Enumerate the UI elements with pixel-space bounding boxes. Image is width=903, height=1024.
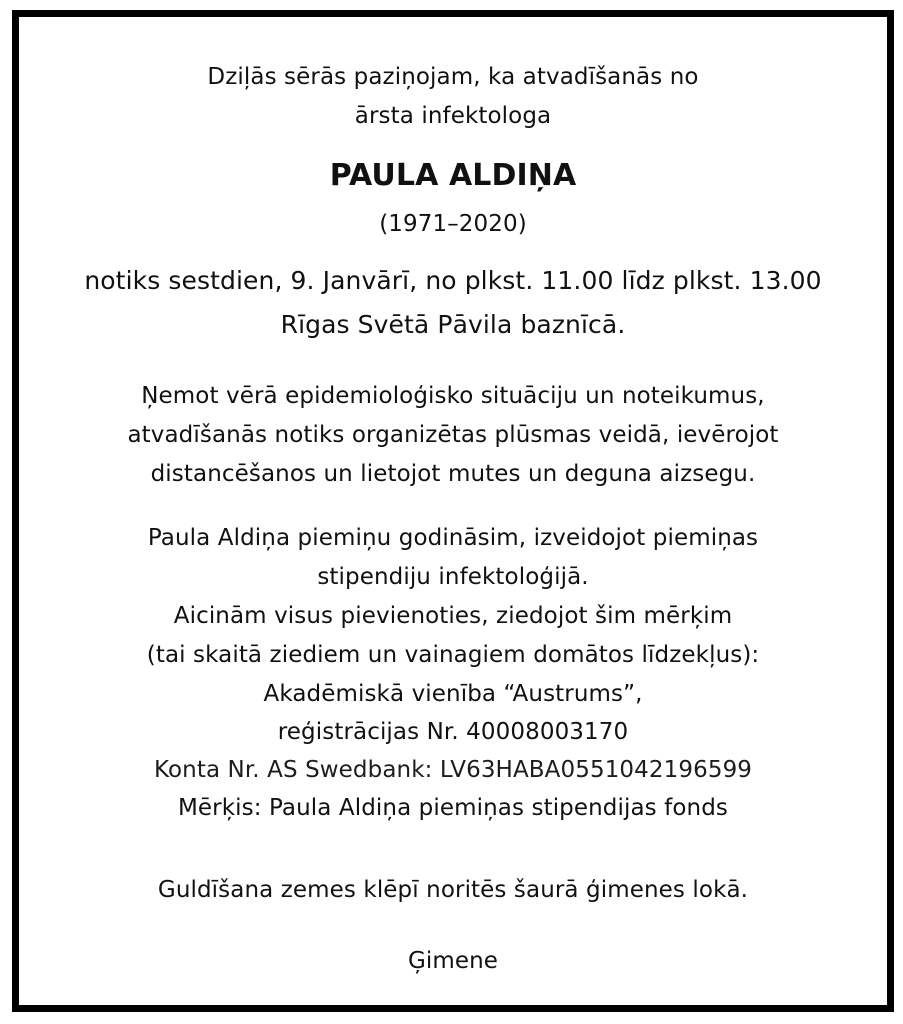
event-line-2: Rīgas Svētā Pāvila baznīcā. <box>280 310 626 339</box>
deceased-name: PAULA ALDIŅA <box>329 158 577 193</box>
intro-line-2: ārsta infektologa <box>354 103 552 129</box>
notice-frame <box>12 10 894 1012</box>
signature: Ģimene <box>407 948 499 974</box>
donation-line-5: Akadēmiskā vienība “Austrums”, <box>263 681 643 707</box>
life-dates: (1971–2020) <box>379 211 527 237</box>
covid-note-line-1: Ņemot vērā epidemioloģisko situāciju un noteikumus, <box>141 383 765 409</box>
donation-line-3: Aicinām visus pievienoties, ziedojot šim mērķim <box>173 603 733 629</box>
registration-number: reģistrācijas Nr. 40008003170 <box>277 719 629 745</box>
covid-note-line-3: distancēšanos un lietojot mutes un deguna aizsegu. <box>150 461 756 487</box>
burial-note: Guldīšana zemes klēpī noritēs šaurā ģimenes lokā. <box>157 877 749 903</box>
donation-purpose: Mērķis: Paula Aldiņa piemiņas stipendijas fonds <box>177 795 729 821</box>
intro-line-1: Dziļās sērās paziņojam, ka atvadīšanās no <box>207 64 699 90</box>
donation-line-2: stipendiju infektoloģijā. <box>317 564 589 590</box>
donation-line-4: (tai skaitā ziediem un vainagiem domātos līdzekļus): <box>146 642 760 668</box>
bank-account: Konta Nr. AS Swedbank: LV63HABA0551042196599 <box>153 757 753 783</box>
donation-line-1: Paula Aldiņa piemiņu godināsim, izveidojot piemiņas <box>147 525 759 551</box>
covid-note-line-2: atvadīšanās notiks organizētas plūsmas veidā, ievērojot <box>127 422 779 448</box>
event-line-1: notiks sestdien, 9. Janvārī, no plkst. 11.00 līdz plkst. 13.00 <box>84 266 822 295</box>
